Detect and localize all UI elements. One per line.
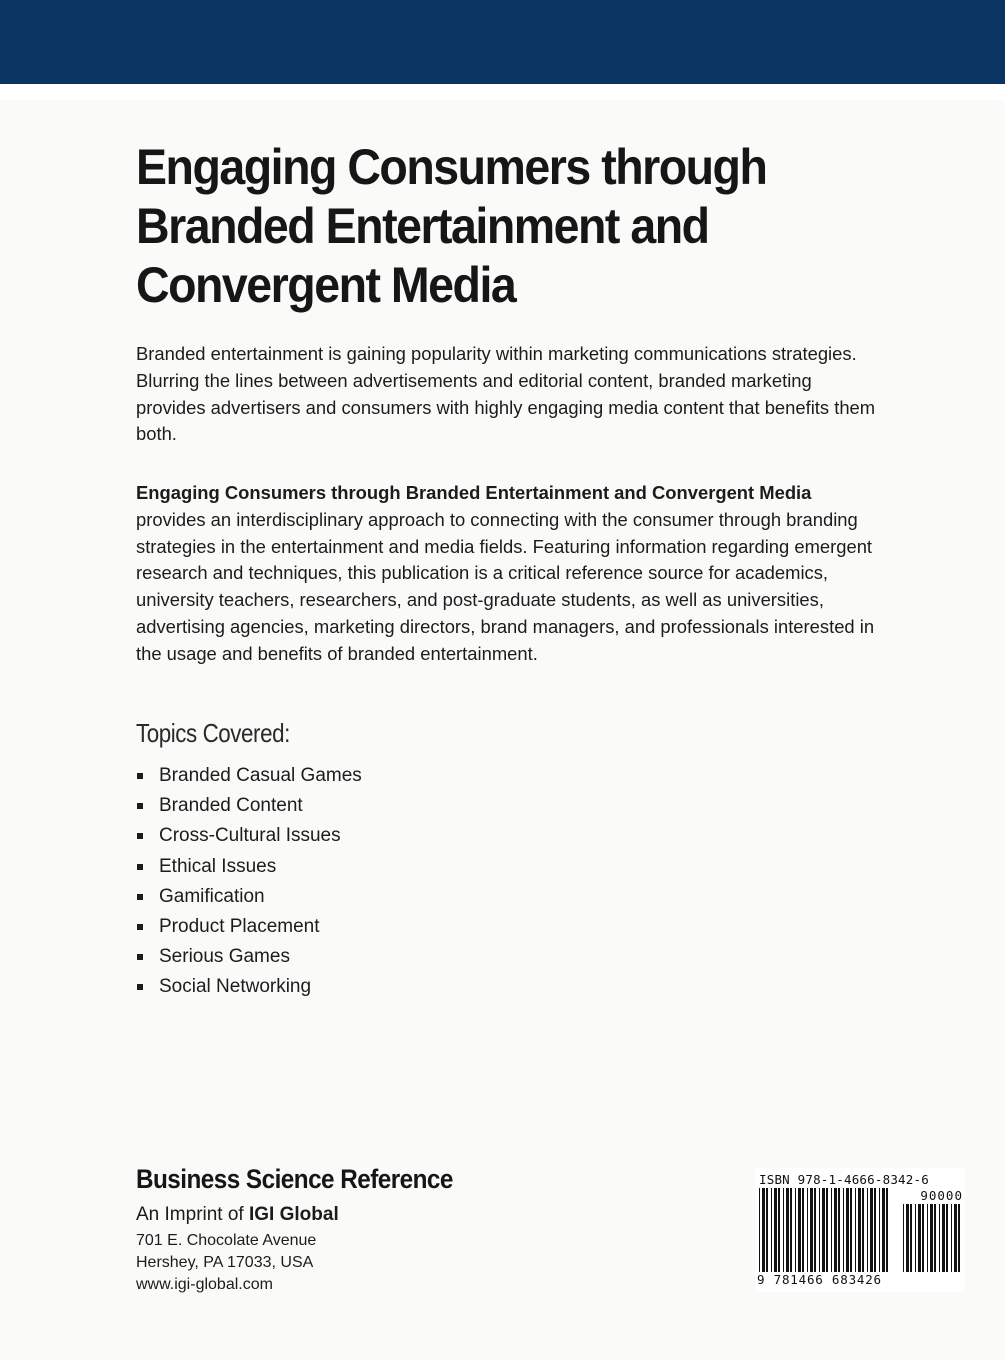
- barcode-bar: [927, 1204, 928, 1272]
- description-paragraph-1: Branded entertainment is gaining popularity within marketing communications strategies. Blurring the lines between advertisements and editorial content, branded marketing provides advertisers and consumers with highly engaging media content that benefits them both.: [136, 343, 876, 445]
- bullet-square-icon: [137, 833, 143, 839]
- topic-label: Product Placement: [159, 915, 320, 937]
- title-line-2: Branded Entertainment and: [136, 198, 709, 254]
- barcode-bar: [795, 1188, 796, 1272]
- bullet-square-icon: [137, 773, 143, 779]
- bullet-square-icon: [137, 803, 143, 809]
- bullet-square-icon: [137, 894, 143, 900]
- list-item: [136, 882, 362, 912]
- bullet-square-icon: [137, 954, 143, 960]
- barcode-bar: [930, 1204, 933, 1272]
- barcode-bar: [958, 1204, 960, 1272]
- barcode-bar: [826, 1188, 828, 1272]
- barcode-bar: [762, 1188, 765, 1272]
- barcode-bar: [802, 1188, 804, 1272]
- barcode-bar: [874, 1188, 876, 1272]
- barcode-bar: [798, 1188, 801, 1272]
- topic-label: Branded Casual Games: [159, 765, 362, 786]
- barcode-bar: [882, 1188, 885, 1272]
- topic-label: Branded Content: [159, 795, 303, 817]
- barcode-bar: [951, 1204, 952, 1272]
- barcode-bar: [814, 1188, 816, 1272]
- barcode-bar: [843, 1188, 844, 1272]
- barcode-bar: [910, 1204, 912, 1272]
- barcode-bar: [774, 1188, 777, 1272]
- barcode-bar: [783, 1188, 784, 1272]
- barcode-bar: [834, 1188, 837, 1272]
- list-item: [136, 942, 362, 972]
- topics-list: [136, 761, 362, 1003]
- barcode-bar: [903, 1204, 904, 1272]
- barcode-bar: [886, 1188, 888, 1272]
- barcode-bar: [939, 1204, 940, 1272]
- imprint-name: IGI Global: [249, 1204, 339, 1225]
- barcode-bar: [862, 1188, 864, 1272]
- imprint-prefix: An Imprint of: [136, 1204, 249, 1225]
- isbn-label: ISBN 978-1-4666-8342-6: [759, 1172, 929, 1187]
- topic-label: Social Networking: [159, 976, 312, 998]
- description-paragraph-2: [136, 480, 876, 668]
- barcode-bar: [946, 1204, 948, 1272]
- list-item: [136, 791, 362, 821]
- barcode-bar: [831, 1188, 832, 1272]
- paragraph-2-bold-title: Engaging Consumers through Branded Entertainment and Convergent Media: [136, 482, 812, 503]
- top-white-strip: [0, 84, 1005, 100]
- topic-label: Gamification: [159, 885, 265, 907]
- barcode-bar: [954, 1204, 957, 1272]
- list-item: [136, 852, 362, 882]
- barcode-bar: [778, 1188, 780, 1272]
- barcode-bar: [858, 1188, 861, 1272]
- barcode-bar: [942, 1204, 945, 1272]
- publisher-name: Business Science Reference: [136, 1164, 453, 1194]
- website-link[interactable]: www.igi-global.com: [136, 1276, 273, 1293]
- title-line-3: Convergent Media: [136, 257, 516, 313]
- barcode-bar: [819, 1188, 820, 1272]
- isbn-barcode: [755, 1168, 965, 1292]
- barcode-bar: [786, 1188, 789, 1272]
- address-line-2: Hershey, PA 17033, USA: [136, 1254, 314, 1271]
- imprint-line: [136, 1204, 339, 1226]
- list-item: [136, 761, 362, 791]
- barcode-bar: [855, 1188, 856, 1272]
- list-item: [136, 972, 362, 1002]
- topic-label: Cross-Cultural Issues: [159, 825, 341, 847]
- barcode-bar: [867, 1188, 868, 1272]
- barcode-bar: [771, 1188, 772, 1272]
- barcode-bar: [870, 1188, 873, 1272]
- barcode-bar: [846, 1188, 849, 1272]
- bullet-square-icon: [137, 864, 143, 870]
- barcode-bar: [922, 1204, 924, 1272]
- price-code: 90000: [920, 1188, 963, 1203]
- bullet-square-icon: [137, 924, 143, 930]
- list-item: [136, 912, 362, 942]
- topics-heading: Topics Covered:: [136, 718, 290, 748]
- book-title: [136, 138, 843, 315]
- barcode-bar: [807, 1188, 808, 1272]
- barcode-bar: [906, 1204, 909, 1272]
- barcode-bar: [879, 1188, 880, 1272]
- barcode-digits: 9 781466 683426: [757, 1272, 882, 1287]
- barcode-bar: [850, 1188, 852, 1272]
- paragraph-2-text: provides an interdisciplinary approach to connecting with the consumer through branding strategies in the entertainment and media fields. Featuring information regarding emergent research and techniques, this publication is a critical reference source for academics, university teachers, researchers, and post-graduate students, as well as universities, advertising agencies, marketing directors, brand managers, and professionals interested in the usage and benefits of branded entertainment.: [136, 508, 875, 664]
- barcode-bar: [838, 1188, 840, 1272]
- topic-label: Serious Games: [159, 946, 290, 968]
- barcode-bar: [934, 1204, 936, 1272]
- title-line-1: Engaging Consumers through: [136, 139, 767, 195]
- barcode-bar: [759, 1188, 760, 1272]
- topic-label: Ethical Issues: [159, 855, 277, 877]
- barcode-bar: [918, 1204, 921, 1272]
- top-color-band: [0, 0, 1005, 84]
- barcode-bar: [766, 1188, 768, 1272]
- barcode-bar: [915, 1204, 916, 1272]
- barcode-bar: [822, 1188, 825, 1272]
- list-item: [136, 821, 362, 851]
- barcode-bar: [810, 1188, 813, 1272]
- address-line-1: 701 E. Chocolate Avenue: [136, 1232, 317, 1249]
- bullet-square-icon: [137, 984, 143, 990]
- barcode-bar: [790, 1188, 792, 1272]
